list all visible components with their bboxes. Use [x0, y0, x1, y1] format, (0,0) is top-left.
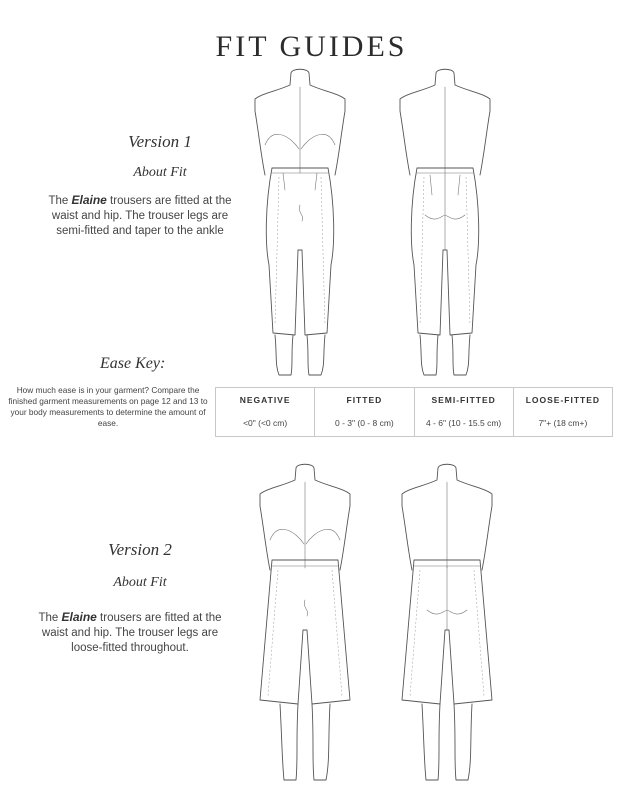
ease-label: NEGATIVE [239, 395, 291, 405]
ease-col-negative [216, 388, 315, 436]
ease-key-text: How much ease is in your garment? Compare the finished garment measurements on page 12 and 13 to your body measurements to determine the amount of ease. [8, 385, 208, 428]
version1-description [40, 193, 240, 239]
version2-about-heading: About Fit [113, 575, 167, 590]
version2-front-illustration [240, 460, 370, 790]
ease-value: <0" (<0 cm) [243, 418, 288, 428]
page-title: FIT GUIDES [215, 30, 408, 63]
ease-label: FITTED [346, 395, 383, 405]
version1-about-heading: About Fit [133, 165, 187, 180]
version1-back-illustration [380, 65, 510, 385]
ease-key-title: Ease Key: [100, 355, 166, 372]
ease-value: 0 - 3" (0 - 8 cm) [335, 418, 394, 428]
ease-key-table [215, 387, 613, 437]
version1-garment-name: Elaine [71, 193, 107, 207]
version2-garment-name: Elaine [61, 610, 97, 624]
ease-label: LOOSE-FITTED [525, 395, 601, 405]
version1-front-illustration [235, 65, 365, 385]
version2-desc-rest: trousers are fitted at the waist and hip. The trouser legs are loose-fitted throughout. [41, 612, 222, 654]
version1-desc-prefix: The [48, 195, 72, 207]
ease-value: 7"+ (18 cm+) [538, 418, 588, 428]
version2-back-illustration [382, 460, 512, 790]
ease-col-fitted [315, 388, 414, 436]
ease-value: 4 - 6" (10 - 15.5 cm) [425, 418, 502, 428]
ease-col-loose-fitted [514, 388, 612, 436]
ease-label: SEMI-FITTED [431, 395, 496, 405]
version2-title: Version 2 [108, 540, 172, 559]
ease-col-semi-fitted [415, 388, 514, 436]
version2-desc-prefix: The [38, 612, 62, 624]
version2-description [30, 610, 230, 656]
version1-title: Version 1 [128, 132, 192, 151]
version1-desc-rest: trousers are fitted at the waist and hip. The trouser legs are semi-fitted and taper to the ankle [51, 195, 232, 237]
